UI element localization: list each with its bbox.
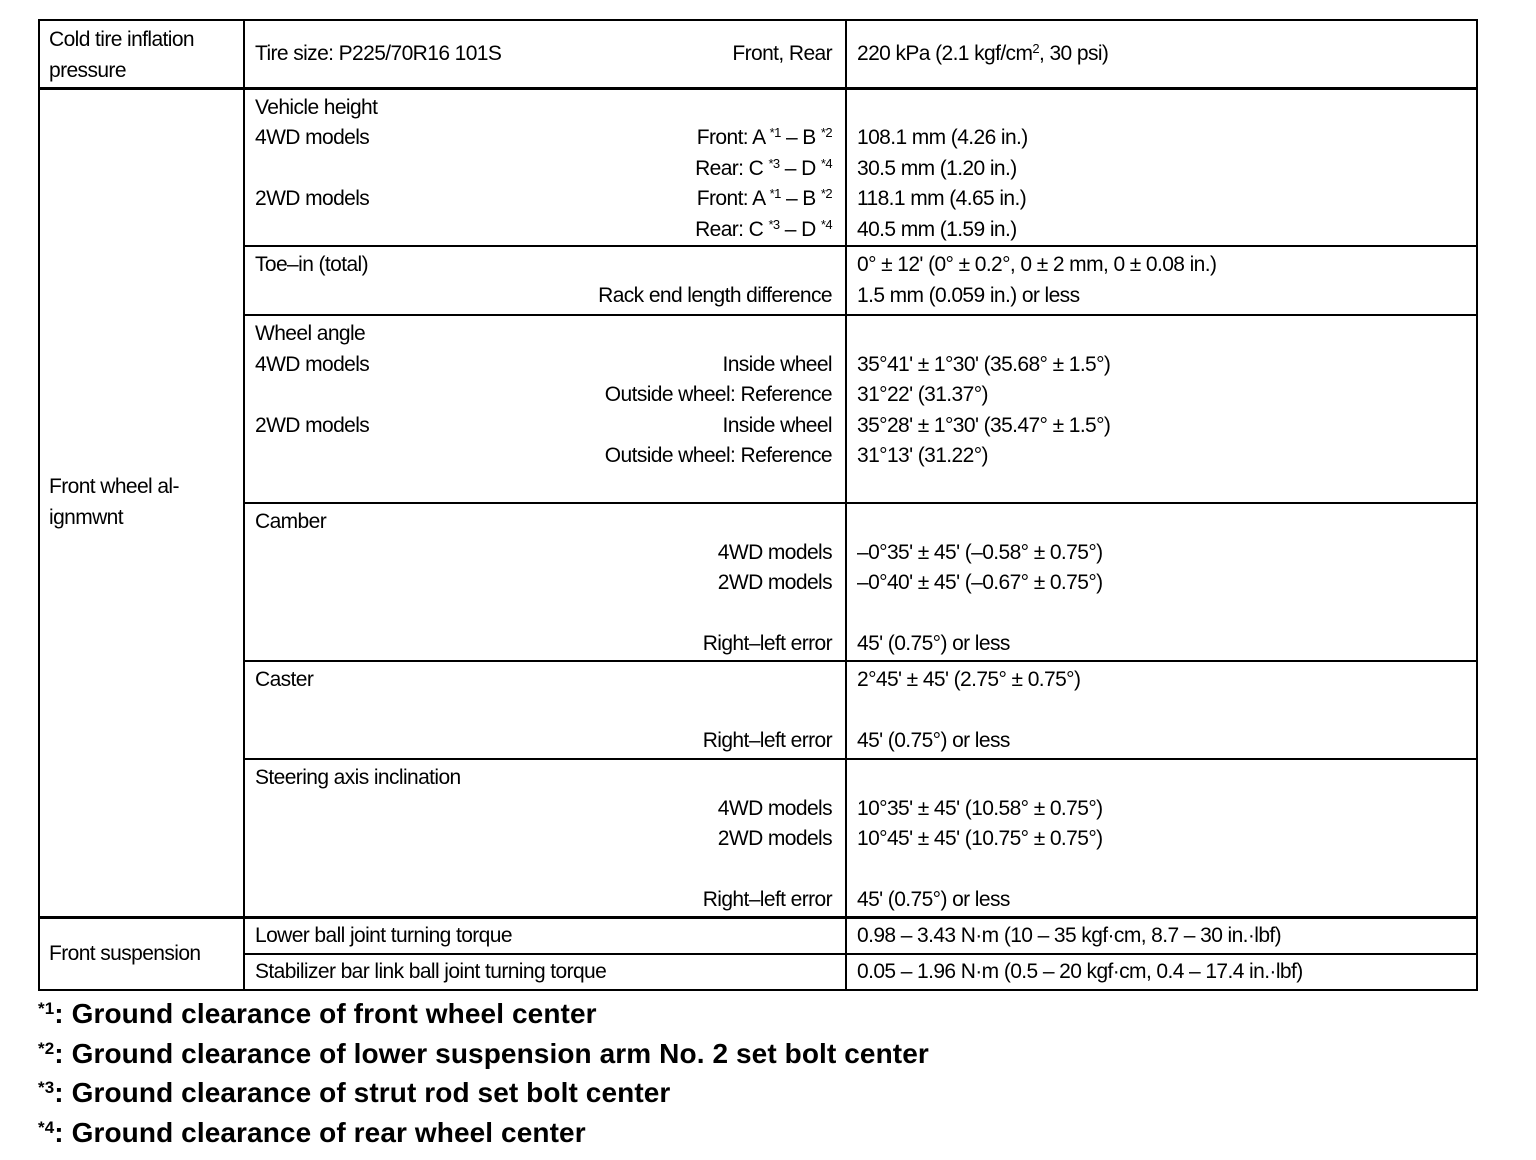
stabilizer-value: 0.05 – 1.96 N·m (0.5 – 20 kgf·cm, 0.4 – 17.4 in.·lbf) (857, 960, 1303, 983)
sai-rl-value: 45' (0.75°) or less (857, 888, 1010, 911)
vh-2wd-rear-value: 40.5 mm (1.59 in.) (857, 217, 1017, 241)
rack-end-label: Rack end length difference (598, 283, 832, 307)
sai-title: Steering axis inclination (255, 766, 461, 789)
wa-4wd-inside-value: 35°41' ± 1°30' (35.68° ± 1.5°) (857, 352, 1111, 376)
camber-row (39, 503, 1477, 661)
vh-4wd-front-value: 108.1 mm (4.26 in.) (857, 126, 1028, 149)
vh-4wd-rear-label: Rear: C $^{*3}$ – D $^{*4}$ (695, 155, 832, 180)
tire-position: Front, Rear (732, 41, 832, 65)
sai-values (846, 759, 1477, 917)
wheel-angle-row (39, 315, 1477, 503)
wheel-angle-title: Wheel angle (255, 322, 366, 345)
vh-2wd-label: 2WD models (255, 187, 370, 210)
lower-ball-joint-label: Lower ball joint turning torque (255, 923, 512, 947)
tire-size: Tire size: P225/70R16 101S (255, 41, 502, 65)
caster-values (846, 661, 1477, 759)
wa-4wd-outside-label: Outside wheel: Reference (604, 383, 832, 406)
vehicle-height-values (846, 88, 1477, 246)
toe-in-row (39, 246, 1477, 315)
caster-value: 2°45' ± 45' (2.75° ± 0.75°) (857, 668, 1081, 691)
wheel-angle-values (846, 315, 1477, 503)
tire-pressure-value-cell (846, 20, 1477, 88)
sai-labels (244, 759, 846, 917)
camber-2wd-value: –0°40' ± 45' (–0.67° ± 0.75°) (857, 571, 1103, 594)
wa-2wd-inside-label: Inside wheel (722, 413, 832, 437)
front-suspension-label: Front suspension (39, 917, 244, 990)
vehicle-height-row (39, 88, 1477, 246)
camber-4wd-label: 4WD models (717, 540, 832, 564)
wa-4wd-inside-label: Inside wheel (722, 352, 832, 376)
camber-title: Camber (255, 510, 327, 533)
stabilizer-link-row (39, 954, 1477, 990)
camber-rl-label: Right–left error (702, 632, 832, 655)
steering-axis-row (39, 759, 1477, 917)
alignment-label-line2: ignmwnt (49, 505, 123, 529)
footnote-2: $^{*2}$: Ground clearance of lower suspension arm No. 2 set bolt center (38, 1037, 929, 1069)
wa-2wd-label: 2WD models (255, 413, 370, 437)
toe-in-labels (244, 246, 846, 315)
sai-rl-label: Right–left error (702, 888, 832, 911)
wa-4wd-outside-value: 31°22' (31.37°) (857, 383, 988, 406)
vh-2wd-front-value: 118.1 mm (4.65 in.) (857, 187, 1027, 210)
sai-2wd-value: 10°45' ± 45' (10.75° ± 0.75°) (857, 827, 1103, 850)
alignment-label-line1: Front wheel al- (49, 475, 179, 498)
camber-2wd-label: 2WD models (717, 571, 832, 594)
vehicle-height-labels (244, 88, 846, 246)
lower-ball-joint-value: 0.98 – 3.43 N·m (10 – 35 kgf·cm, 8.7 – 30 in.·lbf) (857, 923, 1282, 947)
stabilizer-label-cell (244, 954, 846, 990)
caster-rl-value: 45' (0.75°) or less (857, 729, 1010, 752)
camber-rl-value: 45' (0.75°) or less (857, 632, 1010, 655)
lower-ball-joint-value-cell (846, 917, 1477, 954)
camber-4wd-value: –0°35' ± 45' (–0.58° ± 0.75°) (857, 540, 1103, 564)
tire-pressure-value: 220 kPa (2.1 kgf/$cm^2$, 30 psi) (857, 40, 1109, 65)
caster-row (39, 661, 1477, 759)
toe-in-title: Toe–in (total) (255, 253, 368, 276)
tire-label-line1: Cold tire inflation (49, 28, 195, 51)
toe-in-values (846, 246, 1477, 315)
vh-4wd-rear-value: 30.5 mm (1.20 in.) (857, 156, 1017, 180)
footnote-1: $^{*1}$: Ground clearance of front wheel center (38, 998, 597, 1029)
camber-values (846, 503, 1477, 661)
camber-labels (244, 503, 846, 661)
caster-labels (244, 661, 846, 759)
vh-2wd-rear-label: Rear: C $^{*3}$ – D $^{*4}$ (695, 216, 832, 241)
tire-pressure-label (39, 20, 244, 88)
wa-2wd-outside-value: 31°13' (31.22°) (857, 444, 988, 467)
lower-ball-joint-label-cell (244, 917, 846, 954)
front-wheel-alignment-label (39, 88, 244, 917)
rack-end-value: 1.5 mm (0.059 in.) or less (857, 283, 1080, 307)
footnote-3: $^{*3}$: Ground clearance of strut rod set bolt center (38, 1077, 671, 1108)
sai-2wd-label: 2WD models (717, 827, 832, 850)
footnotes (38, 994, 929, 1152)
wa-2wd-outside-label: Outside wheel: Reference (604, 444, 832, 467)
sai-4wd-label: 4WD models (717, 796, 832, 820)
wa-4wd-label: 4WD models (255, 352, 370, 376)
stabilizer-value-cell (846, 954, 1477, 990)
tire-size-cell (244, 20, 846, 88)
lower-ball-joint-row (39, 917, 1477, 954)
stabilizer-label: Stabilizer bar link ball joint turning torque (255, 960, 607, 983)
caster-rl-label: Right–left error (702, 729, 832, 752)
wheel-angle-labels (244, 315, 846, 503)
toe-in-value: 0° ± 12' (0° ± 0.2°, 0 ± 2 mm, 0 ± 0.08 in.) (857, 253, 1217, 276)
footnote-4: $^{*4}$: Ground clearance of rear wheel center (38, 1116, 586, 1148)
tire-pressure-row (39, 20, 1477, 88)
caster-title: Caster (255, 668, 314, 691)
vh-2wd-front-label: Front: A $^{*1}$ – B $^{*2}$ (696, 186, 832, 210)
vehicle-height-title: Vehicle height (255, 95, 378, 119)
vh-4wd-label: 4WD models (255, 126, 370, 149)
specification-table (38, 19, 1478, 991)
vh-4wd-front-label: Front: A $^{*1}$ – B $^{*2}$ (696, 125, 832, 149)
sai-4wd-value: 10°35' ± 45' (10.58° ± 0.75°) (857, 796, 1103, 820)
tire-label-line2: pressure (49, 58, 126, 82)
wa-2wd-inside-value: 35°28' ± 1°30' (35.47° ± 1.5°) (857, 413, 1111, 437)
